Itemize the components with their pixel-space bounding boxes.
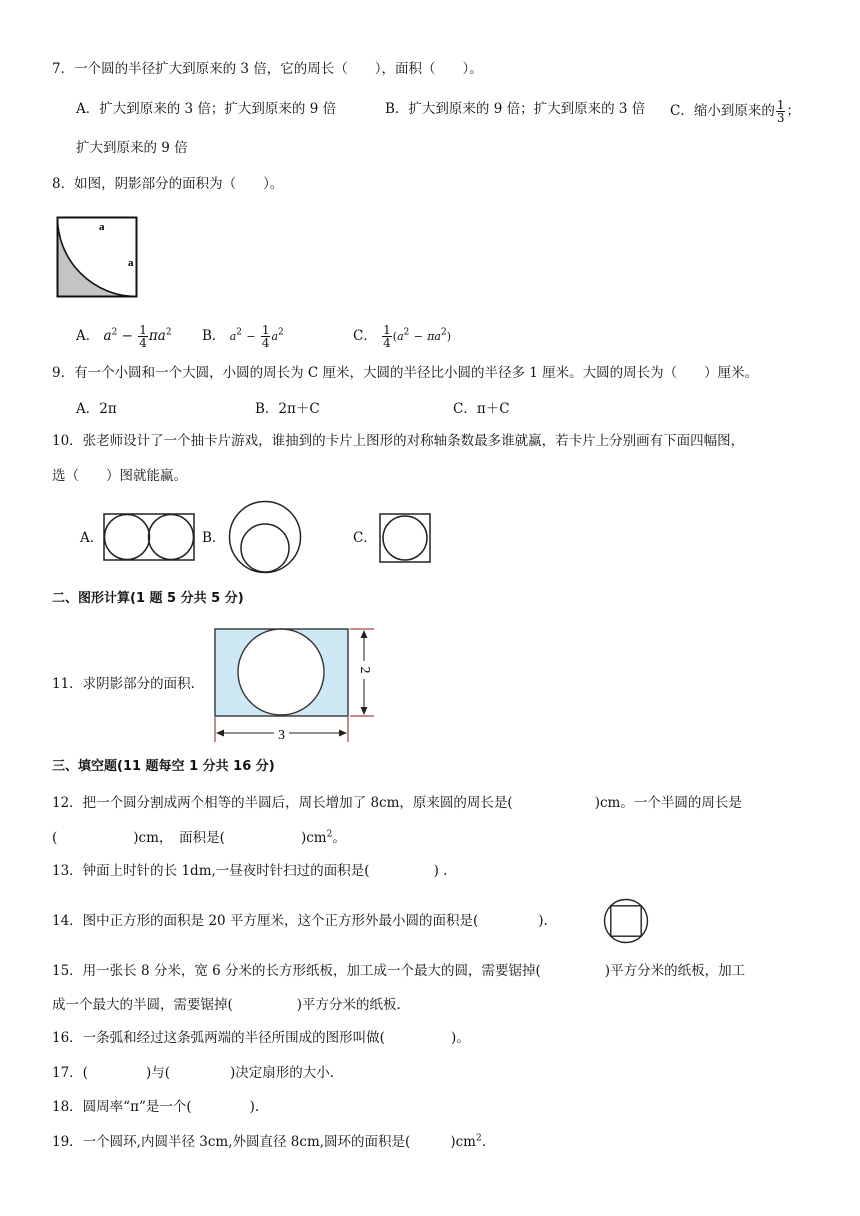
exponent: 2: [326, 829, 333, 840]
q8-shaded-region: [58, 218, 137, 297]
q10-figure-c: [379, 513, 431, 563]
q8-figure: [56, 216, 140, 298]
fraction-numerator: 1: [383, 323, 391, 337]
q18-text: ).: [249, 1099, 260, 1115]
q12-text: )cm。一个半圆的周长是: [594, 795, 742, 811]
var-a: a: [434, 330, 441, 343]
q9-option-a: A．2π: [76, 401, 117, 417]
q11-stem: 11．求阴影部分的面积.: [52, 676, 195, 692]
q9-stem: 9．有一个小圆和一个大圆，小圆的周长为 C 厘米，大圆的半径比小圆的半径多 1 厘米。大圆的周长为（ ）厘米。: [52, 365, 759, 381]
q9-option-c: C．π＋C: [453, 401, 510, 417]
inner-circle-shape: [241, 524, 289, 572]
q10-stem-line2: 选（ ）图就能赢。: [52, 468, 187, 484]
arrow-right-icon: [339, 730, 347, 737]
q10-option-a-label: A．: [80, 530, 104, 546]
exponent: 2: [475, 1133, 482, 1144]
q12-text: 12．把一个圆分割成两个相等的半圆后，周长增加了 8cm，原来圆的周长是(: [52, 795, 513, 811]
square-shape: [380, 514, 430, 562]
q7-option-c-suffix: ；: [786, 103, 800, 119]
fraction-one-third: [776, 99, 786, 124]
q17-line: [52, 1063, 334, 1083]
q19-text: )cm: [450, 1134, 476, 1150]
q8-stem: 8．如图，阴影部分的面积为（ ）。: [52, 176, 284, 192]
q15-text: )平方分米的纸板.: [296, 997, 401, 1013]
arrow-up-icon: [361, 630, 368, 638]
q14-text: ).: [538, 913, 548, 929]
q7-stem: 7．一个圆的半径扩大到原来的 3 倍，它的周长（ ），面积（ ）。: [52, 61, 483, 77]
exponent: 2: [236, 327, 243, 338]
q9-option-b: B．2π＋C: [255, 401, 320, 417]
arrow-down-icon: [361, 707, 368, 715]
fraction-one-quarter: [382, 324, 392, 349]
circle-shape-left: [105, 515, 150, 560]
q10-option-c-label: C．: [353, 530, 377, 546]
q12-line1: [52, 793, 742, 813]
inscribed-square-shape: [611, 906, 641, 936]
q17-text: )决定扇形的大小.: [230, 1065, 335, 1081]
fraction-denominator: 4: [383, 336, 391, 350]
q19-text: .: [481, 1134, 486, 1150]
section2-title: 二、图形计算(1 题 5 分共 5 分): [52, 591, 244, 606]
fraction-denominator: 3: [776, 111, 785, 125]
q8-label-right: a: [128, 257, 134, 269]
q8-option-c: C． $\frac{1}{4}$ $(a^2 - \pi a^2)$: [353, 323, 452, 350]
q8-label-top: a: [99, 221, 105, 233]
q11-circle: [238, 629, 324, 715]
q8-option-a: [76, 324, 172, 349]
exponent: 2: [403, 327, 410, 338]
q15-line2: [52, 995, 401, 1015]
q11-width-label: 3: [278, 728, 285, 743]
fraction-numerator: 1: [139, 323, 147, 337]
q10-figure-a: [103, 513, 195, 561]
pi-symbol: π: [427, 330, 435, 343]
q8-option-c-label: C．: [353, 328, 377, 344]
q12-text: (: [52, 830, 58, 846]
q8-option-b: [202, 324, 284, 349]
exponent: 2: [440, 327, 447, 338]
minus-sign: −: [246, 330, 256, 343]
q19-text: 19．一个圆环,内圆半径 3cm,外圆直径 8cm,圆环的面积是(: [52, 1134, 411, 1150]
q11-height-label: 2: [356, 666, 372, 674]
q18-text: 18．圆周率“π”是一个(: [52, 1099, 192, 1115]
fraction-numerator: 1: [776, 98, 785, 112]
q16-line: [52, 1028, 470, 1048]
q15-text: )平方分米的纸板，加工: [604, 963, 746, 979]
q14-line: [52, 911, 548, 931]
q7-option-a: A．扩大到原来的 3 倍；扩大到原来的 9 倍: [76, 101, 337, 117]
q13-text: ) .: [433, 863, 448, 879]
section3-title: 三、填空题(11 题每空 1 分共 16 分): [52, 759, 275, 774]
q11-figure: [214, 625, 380, 745]
circle-shape-right: [149, 515, 194, 560]
q13-line: [52, 861, 447, 881]
circle-shape: [383, 516, 427, 560]
q8-option-b-label: B．: [202, 328, 226, 344]
fraction-numerator: 1: [261, 323, 270, 337]
var-a: a: [397, 330, 404, 343]
q12-text: 。: [332, 830, 346, 846]
q13-text: 13．钟面上时针的长 1dm,一昼夜时针扫过的面积是(: [52, 863, 370, 879]
q12-text: )cm: [300, 830, 327, 846]
exponent: 2: [165, 327, 172, 338]
q10-figure-b: [228, 500, 302, 574]
q15-text: 成一个最大的半圆，需要锯掉(: [52, 997, 233, 1013]
pi-symbol: π: [148, 328, 158, 344]
q7-option-c-prefix: C．缩小到原来的: [670, 103, 775, 119]
q16-text: 16．一条弧和经过这条弧两端的半径所围成的图形叫做(: [52, 1030, 385, 1046]
exponent: 2: [278, 327, 284, 338]
q12-line2: [52, 828, 346, 848]
q15-line1: [52, 961, 745, 981]
exponent: 2: [111, 327, 118, 338]
fraction-denominator: 4: [139, 336, 147, 350]
fraction-one-quarter: [138, 324, 148, 349]
q15-text: 15．用一张长 8 分米，宽 6 分米的长方形纸板，加工成一个最大的圆，需要锯掉(: [52, 963, 541, 979]
outer-circle-shape: [230, 502, 301, 573]
q7-option-c: [670, 99, 800, 124]
var-a: a: [229, 330, 237, 343]
arrow-left-icon: [216, 730, 224, 737]
q16-text: )。: [450, 1030, 470, 1046]
q17-text: )与(: [145, 1065, 170, 1081]
q8-option-a-label: A．: [76, 328, 100, 344]
q7-option-b: B．扩大到原来的 9 倍；扩大到原来的 3 倍: [385, 101, 646, 117]
q19-line: [52, 1132, 486, 1152]
minus-sign: −: [121, 328, 133, 344]
q18-line: [52, 1097, 259, 1117]
q14-figure: [603, 898, 649, 944]
var-a: a: [157, 328, 166, 344]
q12-text: )cm， 面积是(: [133, 830, 225, 846]
fraction-one-quarter: [261, 324, 271, 349]
q10-stem-line1: 10．张老师设计了一个抽卡片游戏，谁抽到的卡片上图形的对称轴条数最多谁就赢，若卡片上分别画有下面四幅图，: [52, 433, 745, 449]
fraction-denominator: 4: [261, 336, 270, 350]
var-a: a: [271, 330, 279, 343]
q10-option-b-label: B．: [202, 530, 226, 546]
q7-option-c-continued: 扩大到原来的 9 倍: [76, 140, 188, 156]
q14-text: 14．图中正方形的面积是 20 平方厘米，这个正方形外最小圆的面积是(: [52, 913, 479, 929]
minus-sign: −: [413, 330, 423, 343]
var-a: a: [103, 328, 112, 344]
q17-text: 17．(: [52, 1065, 88, 1081]
